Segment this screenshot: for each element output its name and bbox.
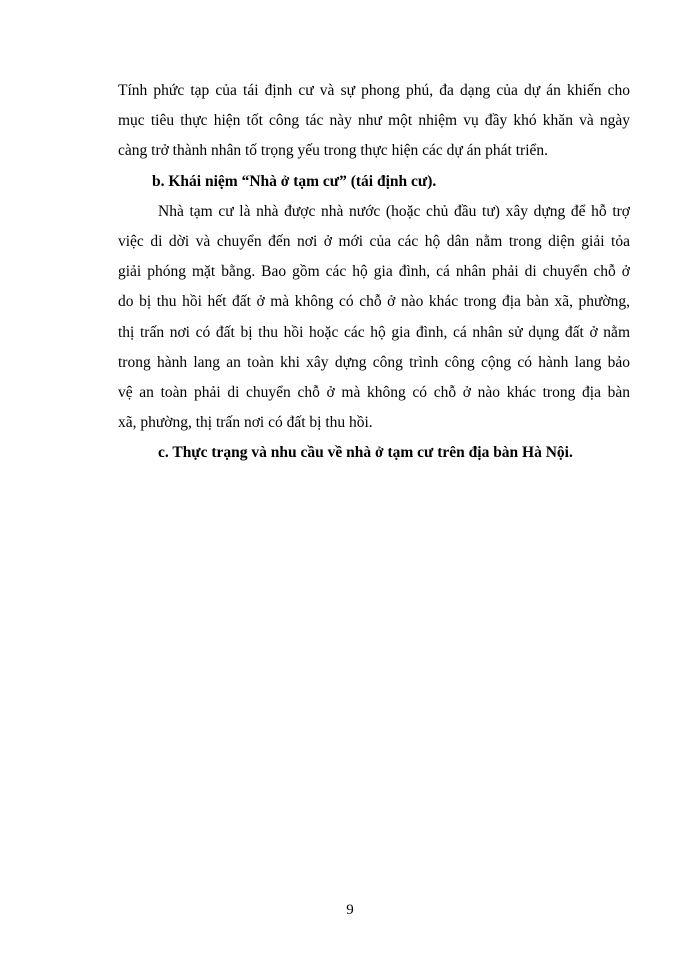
text-line: xã, phường, thị trấn nơi có đất bị thu hồi. xyxy=(118,414,373,432)
text-line: do bị thu hồi hết đất ở mà không có chỗ ở nào khác trong địa bàn xã, phường, xyxy=(118,293,630,311)
text-line: Tính phức tạp của tái định cư và sự phong phú, đa dạng của dự án khiến cho xyxy=(118,82,630,99)
text-line: việc di dời và chuyển đến nơi ở mới của các hộ dân nằm trong diện giải tỏa xyxy=(118,232,630,250)
page-number: 9 xyxy=(346,902,354,918)
text-line: mục tiêu thực hiện tốt công tác này như một nhiệm vụ đầy khó khăn và ngày xyxy=(118,112,630,130)
text-line: giải phóng mặt bằng. Bao gồm các hộ gia đình, cá nhân phải di chuyển chỗ ở xyxy=(118,263,630,281)
text-line: thị trấn nơi có đất bị thu hồi hoặc các hộ gia đình, cá nhân sử dụng đất ở nằm xyxy=(118,323,630,341)
text-line: Nhà tạm cư là nhà được nhà nước (hoặc chủ đầu tư) xây dựng để hỗ trợ xyxy=(158,202,630,220)
section-heading-c: c. Thực trạng và nhu cầu về nhà ở tạm cư trên địa bàn Hà Nội. xyxy=(158,444,573,462)
text-line: trong hành lang an toàn khi xây dựng công trình công cộng có hành lang bảo xyxy=(118,353,630,371)
paragraph-definition xyxy=(118,197,630,439)
paragraph-intro xyxy=(118,76,630,167)
text-line: vệ an toàn phải di chuyển chỗ ở mà không có chỗ ở nào khác trong địa bàn xyxy=(118,383,630,401)
page-body xyxy=(118,76,630,468)
text-line: càng trở thành nhân tố trọng yếu trong thực hiện các dự án phát triển. xyxy=(118,142,549,160)
section-heading-b: b. Khái niệm “Nhà ở tạm cư” (tái định cư). xyxy=(152,172,437,190)
